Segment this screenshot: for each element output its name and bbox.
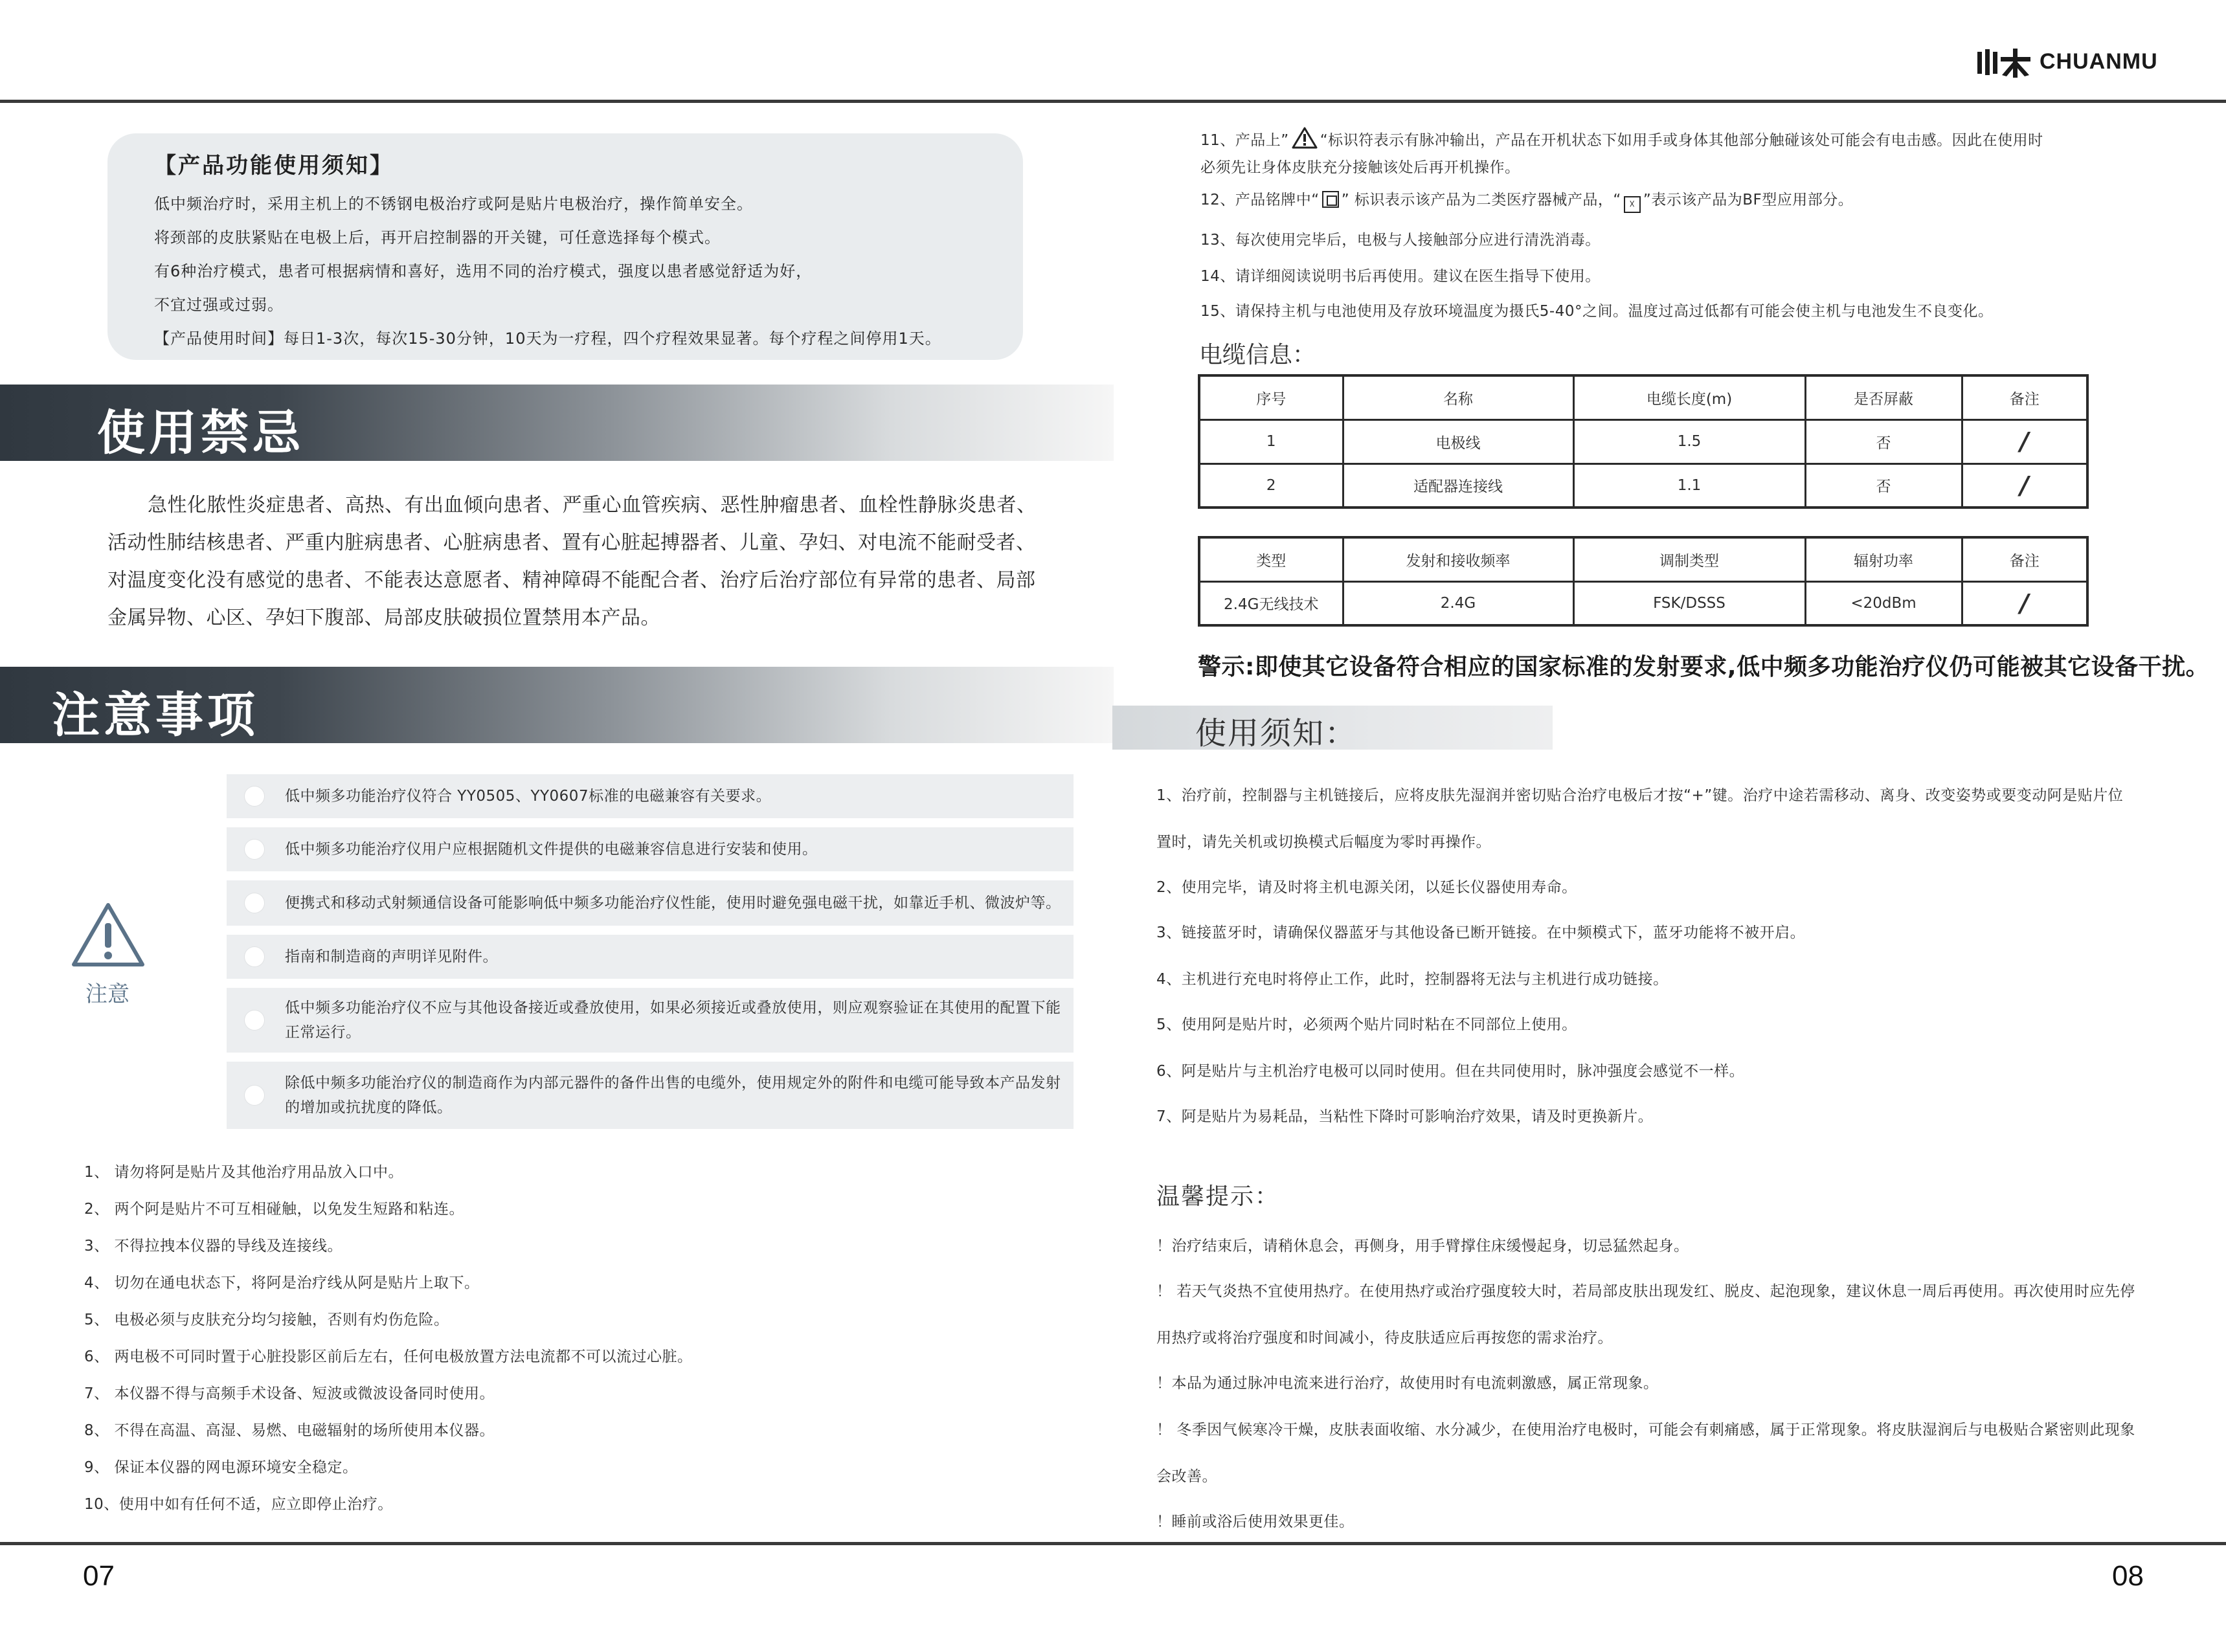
- table-row: [1199, 419, 2087, 463]
- brand-logo-icon: [1975, 47, 2033, 79]
- caution-item: 4、 切勿在通电状态下，将阿是治疗线从阿是贴片上取下。: [84, 1275, 480, 1291]
- table-header-row: [1199, 375, 2087, 419]
- notice-title: 【产品功能使用须知】: [154, 153, 394, 179]
- emc-item-text: 低中频多功能治疗仪符合 YY0505、YY0607标准的电磁兼容有关要求。: [285, 788, 772, 805]
- table-cell: 1.1: [1573, 463, 1805, 508]
- emc-item-text: 低中频多功能治疗仪用户应根据随机文件提供的电磁兼容信息进行安装和使用。: [285, 841, 818, 858]
- emc-item-line: 正常运行。: [285, 1024, 361, 1041]
- notice-line: 将颈部的皮肤紧贴在电极上后，再开启控制器的开关键，可任意选择每个模式。: [154, 229, 721, 247]
- emc-item-text: [285, 1071, 1061, 1120]
- usage-line: 4、主机进行充电时将停止工作，此时，控制器将无法与主机进行成功链接。: [1156, 971, 1669, 988]
- usage-line: 7、阿是贴片为易耗品，当粘性下降时可影响治疗效果，请及时更换新片。: [1156, 1108, 1654, 1125]
- tip-line: ！ 冬季因气候寒冷干燥，皮肤表面收缩、水分减少，在使用治疗电极时，可能会有刺痛感，属于正常现象。将皮肤湿润后与电极贴合紧密则此现象: [1156, 1422, 2135, 1438]
- radio-info-table: [1198, 536, 2089, 627]
- notice-line: 低中频治疗时，采用主机上的不锈钢电极治疗或阿是贴片电极治疗，操作简单安全。: [154, 195, 753, 213]
- notice-line: 不宜过强或过弱。: [154, 296, 284, 314]
- precautions-banner: [0, 667, 1114, 743]
- tip-line: ！治疗结束后，请稍休息会，再侧身，用手臂撑住床缓慢起身，切忌猛然起身。: [1156, 1238, 1689, 1255]
- cable-info-heading: 电缆信息：: [1199, 342, 1316, 368]
- table-cell: 1.5: [1573, 419, 1805, 463]
- table-header-cell: 备注: [1962, 537, 2087, 581]
- table-cell: 否: [1805, 463, 1962, 508]
- tip-line: ！本品为通过脉冲电流来进行治疗，故使用时有电流刺激感，属正常现象。: [1156, 1375, 1659, 1392]
- notice-line: 有6种治疗模式，患者可根据病情和喜好，选用不同的治疗模式，强度以患者感觉舒适为好，: [154, 262, 813, 280]
- table-cell: FSK/DSSS: [1573, 581, 1805, 625]
- table-header-cell: 辐射功率: [1805, 537, 1962, 581]
- notice-item-text: 12、产品铭牌中“: [1200, 192, 1320, 208]
- table-cell: 2.4G无线技术: [1199, 581, 1343, 625]
- table-row: [1199, 581, 2087, 625]
- table-header-cell: 名称: [1343, 375, 1573, 419]
- tip-line: ！ 若天气炎热不宜使用热疗。在使用热疗或治疗强度较大时，若局部皮肤出现发红、脱皮、起泡现象，建议休息一周后再使用。再次使用时应先停: [1156, 1283, 2135, 1300]
- caution-item: 5、 电极必须与皮肤充分均匀接触，否则有灼伤危险。: [84, 1312, 449, 1328]
- header-divider: [0, 100, 2226, 103]
- contraindications-line: 金属异物、心区、孕妇下腹部、局部皮肤破损位置禁用本产品。: [107, 607, 660, 629]
- usage-line: 1、治疗前，控制器与主机链接后，应将皮肤先湿润并密切贴合治疗电极后才按“+”键。治疗中途若需移动、离身、改变姿势或要变动阿是贴片位: [1156, 787, 2124, 804]
- cable-info-table: [1198, 374, 2089, 509]
- tip-line: 用热疗或将治疗强度和时间减小，待皮肤适应后再按您的需求治疗。: [1156, 1330, 1613, 1346]
- table-header-cell: 电缆长度(m): [1573, 375, 1805, 419]
- table-cell: 适配器连接线: [1343, 463, 1573, 508]
- tip-line: 会改善。: [1156, 1468, 1217, 1485]
- table-cell: 电极线: [1343, 419, 1573, 463]
- product-function-notice: [107, 133, 1023, 360]
- caution-item: 3、 不得拉拽本仪器的导线及连接线。: [84, 1238, 343, 1255]
- warning-triangle-icon: [70, 901, 146, 968]
- notice-item: 15、请保持主机与电池使用及存放环境温度为摄氏5-40°之间。温度过高过低都有可能会使主机与电池发生不良变化。: [1200, 303, 1994, 320]
- warning-label: 注意: [85, 981, 129, 1007]
- bullet-dot-icon: [245, 1086, 264, 1105]
- table-cell: /: [1962, 581, 2087, 625]
- notice-line: 【产品使用时间】每日1-3次，每次15-30分钟，10天为一疗程，四个疗程效果显著。每个疗程之间停用1天。: [154, 329, 941, 348]
- caution-item: 7、 本仪器不得与高频手术设备、短波或微波设备同时使用。: [84, 1385, 495, 1402]
- usage-line: 6、阿是贴片与主机治疗电极可以同时使用。但在共同使用时，脉冲强度会感觉不一样。: [1156, 1063, 1745, 1080]
- table-header-cell: 备注: [1962, 375, 2087, 419]
- emc-item-text: 便携式和移动式射频通信设备可能影响低中频多功能治疗仪性能，使用时避免强电磁干扰，如靠近手机、微波炉等。: [285, 895, 1061, 911]
- table-header-cell: 调制类型: [1573, 537, 1805, 581]
- notice-item-11: [1200, 127, 2043, 150]
- emc-item: [227, 827, 1074, 871]
- emc-item: [227, 935, 1074, 979]
- usage-line: 置时，请先关机或切换模式后幅度为零时再操作。: [1156, 834, 1491, 851]
- table-row: [1199, 463, 2087, 508]
- table-header-cell: 序号: [1199, 375, 1343, 419]
- caution-item: 2、 两个阿是贴片不可互相碰触，以免发生短路和粘连。: [84, 1201, 464, 1218]
- contraindications-banner: [0, 385, 1114, 461]
- usage-line: 5、使用阿是贴片时，必须两个贴片同时粘在不同部位上使用。: [1156, 1016, 1577, 1033]
- notice-item-text: ”表示该产品为BF型应用部分。: [1643, 192, 1854, 208]
- brand-name: CHUANMU: [2040, 49, 2158, 74]
- notice-item-text: ” 标识表示该产品为二类医疗器械产品，“: [1341, 192, 1621, 208]
- contraindications-text: [107, 487, 1037, 637]
- usage-line: 2、使用完毕，请及时将主机电源关闭，以延长仪器使用寿命。: [1156, 879, 1577, 896]
- emc-item-line: 的增加或抗扰度的降低。: [285, 1099, 453, 1116]
- emc-item: [227, 1062, 1074, 1129]
- tips-heading: 温馨提示：: [1156, 1183, 1280, 1210]
- table-cell: 2.4G: [1343, 581, 1573, 625]
- caution-item: 10、使用中如有任何不适，应立即停止治疗。: [84, 1496, 393, 1513]
- caution-item: 1、 请勿将阿是贴片及其他治疗用品放入口中。: [84, 1164, 403, 1181]
- contraindications-line: 活动性肺结核患者、严重内脏病患者、心脏病患者、置有心脏起搏器者、儿童、孕妇、对电流不能耐受者、: [107, 531, 1036, 554]
- footer-divider: [0, 1542, 2226, 1545]
- warning-triangle-icon: [1292, 127, 1318, 149]
- emc-item-text: 指南和制造商的声明详见附件。: [285, 948, 498, 965]
- table-cell: /: [1962, 463, 2087, 508]
- notice-item-11-cont: 必须先让身体皮肤充分接触该处后再开机操作。: [1200, 159, 1520, 176]
- bf-type-symbol-icon: ☓: [1624, 196, 1641, 213]
- table-cell: 1: [1199, 419, 1343, 463]
- emc-item: [227, 880, 1074, 926]
- emc-item-line: 除低中频多功能治疗仪的制造商作为内部元器件的备件出售的电缆外，使用规定外的附件和电缆可能导致本产品发射: [285, 1075, 1061, 1091]
- bullet-dot-icon: [245, 947, 264, 966]
- usage-heading: 使用须知：: [1195, 715, 1358, 752]
- emc-item-text: [285, 996, 1061, 1045]
- contraindications-line: 急性化脓性炎症患者、高热、有出血倾向患者、严重心血管疾病、恶性肿瘤患者、血栓性静脉炎患者、: [148, 494, 1037, 517]
- emc-item: [227, 988, 1074, 1053]
- class-ii-symbol-icon: [1322, 191, 1339, 208]
- table-header-cell: 是否屏蔽: [1805, 375, 1962, 419]
- contraindications-line: 对温度变化没有感觉的患者、不能表达意愿者、精神障碍不能配合者、治疗后治疗部位有异常的患者、局部: [107, 569, 1036, 592]
- precautions-title: 注意事项: [52, 687, 259, 743]
- bullet-dot-icon: [245, 840, 264, 859]
- table-header-row: [1199, 537, 2087, 581]
- table-header-cell: 类型: [1199, 537, 1343, 581]
- table-header-cell: 发射和接收频率: [1343, 537, 1573, 581]
- emc-warning: 警示:即使其它设备符合相应的国家标准的发射要求,低中频多功能治疗仪仍可能被其它设备干扰。: [1198, 654, 2210, 680]
- notice-item: 13、每次使用完毕后，电极与人接触部分应进行清洗消毒。: [1200, 232, 1601, 249]
- notice-item-12: [1200, 188, 1853, 213]
- caution-item: 9、 保证本仪器的网电源环境安全稳定。: [84, 1459, 358, 1476]
- table-cell: <20dBm: [1805, 581, 1962, 625]
- usage-line: 3、链接蓝牙时，请确保仪器蓝牙与其他设备已断开链接。在中频模式下，蓝牙功能将不被开启。: [1156, 924, 1806, 941]
- caution-item: 6、 两电极不可同时置于心脏投影区前后左右，任何电极放置方法电流都不可以流过心脏。: [84, 1348, 693, 1365]
- page-number-right: 08: [2112, 1560, 2144, 1592]
- notice-item-text: 11、产品上”: [1200, 132, 1289, 149]
- tip-line: ！睡前或浴后使用效果更佳。: [1156, 1513, 1355, 1530]
- table-cell: /: [1962, 419, 2087, 463]
- page-number-left: 07: [83, 1560, 115, 1592]
- notice-item: 14、请详细阅读说明书后再使用。建议在医生指导下使用。: [1200, 268, 1601, 285]
- contraindications-title: 使用禁忌: [97, 405, 304, 461]
- bullet-dot-icon: [245, 1010, 264, 1030]
- table-cell: 否: [1805, 419, 1962, 463]
- emc-item: [227, 774, 1074, 818]
- bullet-dot-icon: [245, 893, 264, 913]
- emc-item-line: 低中频多功能治疗仪不应与其他设备接近或叠放使用，如果必须接近或叠放使用，则应观察验证在其使用的配置下能: [285, 999, 1061, 1016]
- bullet-dot-icon: [245, 787, 264, 806]
- caution-item: 8、 不得在高温、高湿、易燃、电磁辐射的场所使用本仪器。: [84, 1422, 495, 1439]
- notice-item-text: “标识符表示有脉冲输出，产品在开机状态下如用手或身体其他部分触碰该处可能会有电击感。因此在使用时: [1320, 132, 2043, 149]
- table-cell: 2: [1199, 463, 1343, 508]
